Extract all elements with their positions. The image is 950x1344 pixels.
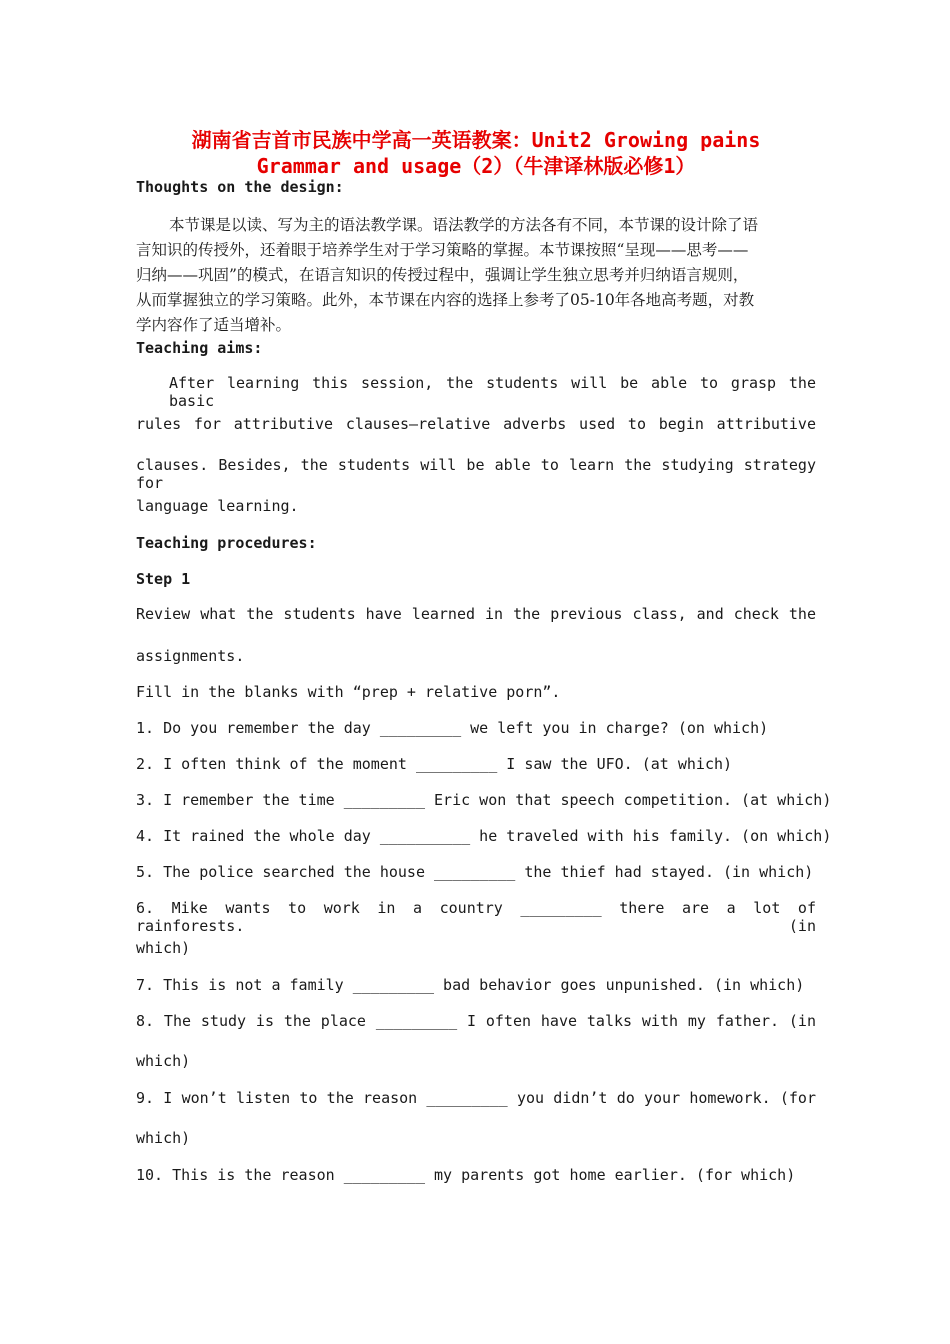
exercise-item: 4. It rained the whole day __________ he traveled with his family. (on which) — [136, 827, 832, 845]
aims-paragraph-line: clauses. Besides, the students will be able to learn the studying strategy for — [136, 456, 816, 492]
procedures-heading: Teaching procedures: — [136, 534, 317, 552]
exercise-item: 6. Mike wants to work in a country _________ there are a lot of rainforests. (in — [136, 899, 816, 935]
exercise-item-continuation: which) — [136, 1052, 191, 1070]
exercise-item-continuation: which) — [136, 1129, 191, 1147]
review-line: Review what the students have learned in the previous class, and check the — [136, 605, 816, 623]
exercise-item: 7. This is not a family _________ bad behavior goes unpunished. (in which) — [136, 976, 805, 994]
exercise-item-continuation: which) — [136, 939, 191, 957]
exercise-item: 2. I often think of the moment _________ I saw the UFO. (at which) — [136, 755, 733, 773]
review-line: assignments. — [136, 647, 245, 665]
exercise-instruction: Fill in the blanks with “prep + relative porn”. — [136, 683, 561, 701]
aims-heading: Teaching aims: — [136, 339, 263, 357]
exercise-item: 3. I remember the time _________ Eric won that speech competition. (at which) — [136, 791, 832, 809]
exercise-item: 1. Do you remember the day _________ we left you in charge? (on which) — [136, 719, 769, 737]
thoughts-paragraph-line: 学内容作了适当增补。 — [136, 316, 292, 334]
aims-paragraph-line: language learning. — [136, 497, 299, 515]
aims-paragraph-line: After learning this session, the students will be able to grasp the basic — [169, 374, 816, 410]
thoughts-paragraph-line: 从而掌握独立的学习策略。此外，本节课在内容的选择上参考了05-10年各地高考题，对教 — [136, 291, 755, 309]
aims-paragraph-line: rules for attributive clauses—relative adverbs used to begin attributive — [136, 415, 816, 433]
thoughts-paragraph-line: 归纳——巩固”的模式，在语言知识的传授过程中，强调让学生独立思考并归纳语言规则， — [136, 266, 749, 284]
exercise-item: 10. This is the reason _________ my parents got home earlier. (for which) — [136, 1166, 796, 1184]
thoughts-paragraph-line: 本节课是以读、写为主的语法教学课。语法教学的方法各有不同，本节课的设计除了语 — [169, 216, 759, 234]
step-heading: Step 1 — [136, 570, 191, 588]
document-title-line-1: 湖南省吉首市民族中学高一英语教案：Unit2 Growing pains — [191, 128, 761, 152]
exercise-item: 8. The study is the place _________ I often have talks with my father. (in — [136, 1012, 816, 1030]
exercise-item: 9. I won’t listen to the reason _________ you didn’t do your homework. (for — [136, 1089, 816, 1107]
thoughts-paragraph-line: 言知识的传授外，还着眼于培养学生对于学习策略的掌握。本节课按照“呈现——思考—— — [136, 241, 749, 259]
thoughts-heading: Thoughts on the design: — [136, 178, 344, 196]
exercise-item: 5. The police searched the house _________ the thief had stayed. (in which) — [136, 863, 814, 881]
document-title-line-2: Grammar and usage（2）（牛津译林版必修1） — [256, 154, 696, 178]
